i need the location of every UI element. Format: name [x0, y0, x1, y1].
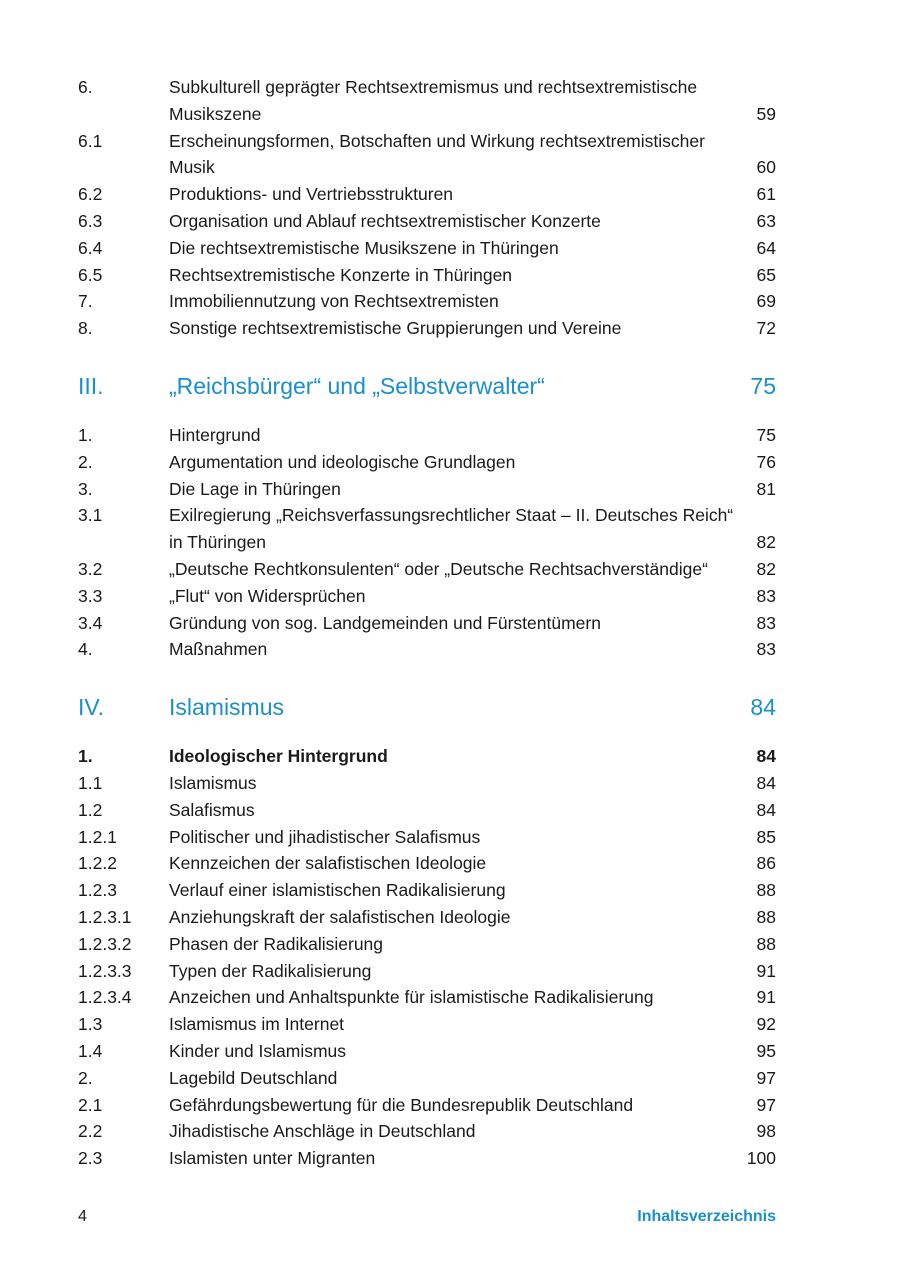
- toc-entry[interactable]: [78, 556, 776, 583]
- toc-entry-title: Anziehungskraft der salafistischen Ideologie: [169, 906, 511, 927]
- toc-entry[interactable]: [78, 74, 776, 128]
- toc-entry-page: 63: [756, 210, 776, 231]
- toc-entry[interactable]: [78, 583, 776, 610]
- toc-entry[interactable]: [78, 984, 776, 1011]
- footer-page-number: 4: [78, 1208, 87, 1225]
- toc-entry[interactable]: [78, 262, 776, 289]
- toc-entry-page: 60: [756, 157, 776, 178]
- toc-entry-num: 2.2: [78, 1121, 103, 1142]
- toc-entry-title: Verlauf einer islamistischen Radikalisierung: [169, 880, 506, 901]
- toc-entry-title: Islamismus: [169, 772, 257, 793]
- toc-entry-title: „Deutsche Rechtkonsulenten“ oder „Deutsche Rechtsachverständige“: [169, 558, 708, 579]
- toc-entry-page: 88: [756, 880, 776, 901]
- toc-entry-title: Maßnahmen: [169, 639, 268, 660]
- toc-entry-title: Hintergrund: [169, 424, 261, 445]
- toc-entry[interactable]: [78, 181, 776, 208]
- toc-entry-title: „Flut“ von Widersprüchen: [169, 585, 366, 606]
- toc-entry-title: Sonstige rechtsextremistische Gruppierungen und Vereine: [169, 318, 622, 339]
- toc-entry-num: 1.: [78, 746, 93, 767]
- toc-entry-title: Immobiliennutzung von Rechtsextremisten: [169, 291, 499, 312]
- toc-entry-num: 1.2.3.4: [78, 987, 132, 1008]
- toc-entry-num: 6.: [78, 77, 93, 97]
- toc-entry[interactable]: [78, 877, 776, 904]
- toc-entry[interactable]: [78, 1065, 776, 1092]
- toc-entry-title: Lagebild Deutschland: [169, 1067, 338, 1088]
- toc-entry-page: 84: [756, 746, 776, 767]
- toc-entry[interactable]: [78, 958, 776, 985]
- toc-entry[interactable]: [78, 1092, 776, 1119]
- toc-entry[interactable]: [78, 422, 776, 449]
- toc-entry-page: 97: [756, 1094, 776, 1115]
- toc-entry-title: Gründung von sog. Landgemeinden und Fürstentümern: [169, 612, 601, 633]
- toc-entry[interactable]: [78, 288, 776, 315]
- section-heading-num: IV.: [78, 694, 105, 721]
- toc-entry-page: 64: [756, 237, 776, 258]
- toc-entry-num: 3.: [78, 478, 93, 499]
- toc-entry[interactable]: [78, 476, 776, 503]
- toc-entry-page: 86: [756, 853, 776, 874]
- toc-entry[interactable]: [78, 850, 776, 877]
- toc-entry-page: 100: [746, 1148, 776, 1169]
- toc-entry-num: 1.2: [78, 799, 103, 820]
- toc-entry[interactable]: [78, 208, 776, 235]
- toc-entry-num: 3.2: [78, 558, 103, 579]
- toc-entry-num: 6.3: [78, 210, 103, 231]
- toc-entry-title: Islamisten unter Migranten: [169, 1148, 376, 1169]
- section-heading-page: 84: [750, 694, 776, 721]
- section-heading[interactable]: [78, 364, 776, 408]
- toc-entry-title: Islamismus im Internet: [169, 1014, 345, 1035]
- toc-entry-num: 3.1: [78, 505, 103, 526]
- toc-entry-num: 1.2.1: [78, 826, 117, 847]
- toc-entry-page: 82: [756, 532, 776, 553]
- toc-entry-page: 88: [756, 906, 776, 927]
- toc-entry-num: 2.1: [78, 1094, 103, 1115]
- toc-entry[interactable]: [78, 610, 776, 637]
- toc-entry-num: 2.3: [78, 1148, 103, 1169]
- toc-entry-page: 69: [756, 291, 776, 312]
- toc-entry-num: 6.5: [78, 264, 103, 285]
- footer-section-title: Inhaltsverzeichnis: [637, 1208, 776, 1225]
- toc-entry-title: Gefährdungsbewertung für die Bundesrepublik Deutschland: [169, 1094, 634, 1115]
- toc-entry-page: 95: [756, 1040, 776, 1061]
- toc-entry-page: 75: [756, 424, 776, 445]
- toc-entry-num: 6.2: [78, 184, 103, 205]
- toc-entry-page: 84: [756, 772, 776, 793]
- toc-entry[interactable]: [78, 824, 776, 851]
- toc-entry-num: 1.: [78, 424, 93, 445]
- section-heading-title: „Reichsbürger“ und „Selbstverwalter“: [169, 372, 545, 399]
- toc-entry-num: 1.2.3.3: [78, 960, 132, 981]
- toc-entry-page: 59: [756, 103, 776, 124]
- toc-entry-page: 92: [756, 1014, 776, 1035]
- toc-entry[interactable]: [78, 797, 776, 824]
- section-heading-title: Islamismus: [169, 694, 285, 721]
- toc-entry[interactable]: [78, 128, 776, 182]
- toc-entry[interactable]: [78, 502, 776, 556]
- toc-entry[interactable]: [78, 743, 776, 770]
- toc-entry-page: 98: [756, 1121, 776, 1142]
- toc-entry-page: 83: [756, 585, 776, 606]
- toc-entry-title: Jihadistische Anschläge in Deutschland: [169, 1121, 476, 1142]
- toc-entry-page: 83: [756, 612, 776, 633]
- toc-entry-title: Typen der Radikalisierung: [169, 960, 372, 981]
- toc-entry-page: 65: [756, 264, 776, 285]
- table-of-contents: [78, 74, 776, 1172]
- toc-entry-num: 2.: [78, 451, 93, 472]
- toc-entry[interactable]: [78, 315, 776, 342]
- toc-entry[interactable]: [78, 904, 776, 931]
- toc-entry[interactable]: [78, 1145, 776, 1172]
- section-heading-num: III.: [78, 372, 104, 399]
- toc-entry-title: Exilregierung „Reichsverfassungsrechtlicher Staat – II. Deutsches Reich“ in Thüringen: [169, 505, 734, 553]
- toc-entry-title: Die Lage in Thüringen: [169, 478, 341, 499]
- toc-entry-page: 81: [756, 478, 776, 499]
- toc-entry-num: 1.2.3.2: [78, 933, 132, 954]
- toc-entry-num: 2.: [78, 1067, 93, 1088]
- toc-entry-page: 85: [756, 826, 776, 847]
- toc-entry-num: 4.: [78, 639, 93, 660]
- toc-entry-title: Rechtsextremistische Konzerte in Thüringen: [169, 264, 513, 285]
- toc-entry[interactable]: [78, 1038, 776, 1065]
- toc-entry-num: 6.1: [78, 130, 103, 151]
- toc-entry-title: Politischer und jihadistischer Salafismus: [169, 826, 481, 847]
- toc-entry-num: 8.: [78, 318, 93, 339]
- toc-entry-num: 1.1: [78, 772, 103, 793]
- toc-entry[interactable]: [78, 1118, 776, 1145]
- toc-entry[interactable]: [78, 931, 776, 958]
- toc-entry-num: 7.: [78, 291, 93, 312]
- toc-entry-title: Salafismus: [169, 799, 255, 820]
- toc-entry[interactable]: [78, 449, 776, 476]
- toc-entry-title: Erscheinungsformen, Botschaften und Wirkung rechtsextremistischer Musik: [169, 130, 705, 178]
- section-heading-page: 75: [750, 372, 776, 399]
- toc-entry-page: 72: [756, 318, 776, 339]
- toc-entry-title: Argumentation und ideologische Grundlagen: [169, 451, 516, 472]
- toc-entry-num: 1.2.2: [78, 853, 117, 874]
- toc-entry-num: 1.3: [78, 1014, 103, 1035]
- toc-entry-title: Kinder und Islamismus: [169, 1040, 347, 1061]
- toc-entry-num: 6.4: [78, 237, 103, 258]
- toc-entry-num: 1.2.3.1: [78, 906, 132, 927]
- toc-entry-page: 82: [756, 558, 776, 579]
- section-heading[interactable]: [78, 685, 776, 729]
- toc-entry-page: 84: [756, 799, 776, 820]
- toc-entry-title: Organisation und Ablauf rechtsextremistischer Konzerte: [169, 210, 601, 231]
- toc-entry-page: 91: [756, 960, 776, 981]
- toc-entry[interactable]: [78, 770, 776, 797]
- toc-entry-title: Subkulturell geprägter Rechtsextremismus und rechtsextremistische Musikszene: [169, 77, 698, 124]
- toc-entry-title: Die rechtsextremistische Musikszene in Thüringen: [169, 237, 559, 258]
- toc-entry-num: 3.4: [78, 612, 103, 633]
- toc-entry[interactable]: [78, 636, 776, 663]
- toc-entry-title: Anzeichen und Anhaltspunkte für islamistische Radikalisierung: [169, 987, 654, 1008]
- toc-entry-page: 61: [756, 184, 776, 205]
- toc-entry-page: 76: [756, 451, 776, 472]
- toc-entry-title: Ideologischer Hintergrund: [169, 746, 388, 767]
- toc-entry[interactable]: [78, 235, 776, 262]
- toc-entry-title: Produktions- und Vertriebsstrukturen: [169, 184, 454, 205]
- toc-entry-num: 1.4: [78, 1040, 103, 1061]
- toc-entry[interactable]: [78, 1011, 776, 1038]
- toc-entry-page: 97: [756, 1067, 776, 1088]
- toc-entry-title: Phasen der Radikalisierung: [169, 933, 384, 954]
- toc-entry-page: 83: [756, 639, 776, 660]
- toc-entry-page: 88: [756, 933, 776, 954]
- toc-entry-page: 91: [756, 987, 776, 1008]
- toc-entry-num: 1.2.3: [78, 880, 117, 901]
- toc-entry-title: Kennzeichen der salafistischen Ideologie: [169, 853, 487, 874]
- toc-entry-num: 3.3: [78, 585, 103, 606]
